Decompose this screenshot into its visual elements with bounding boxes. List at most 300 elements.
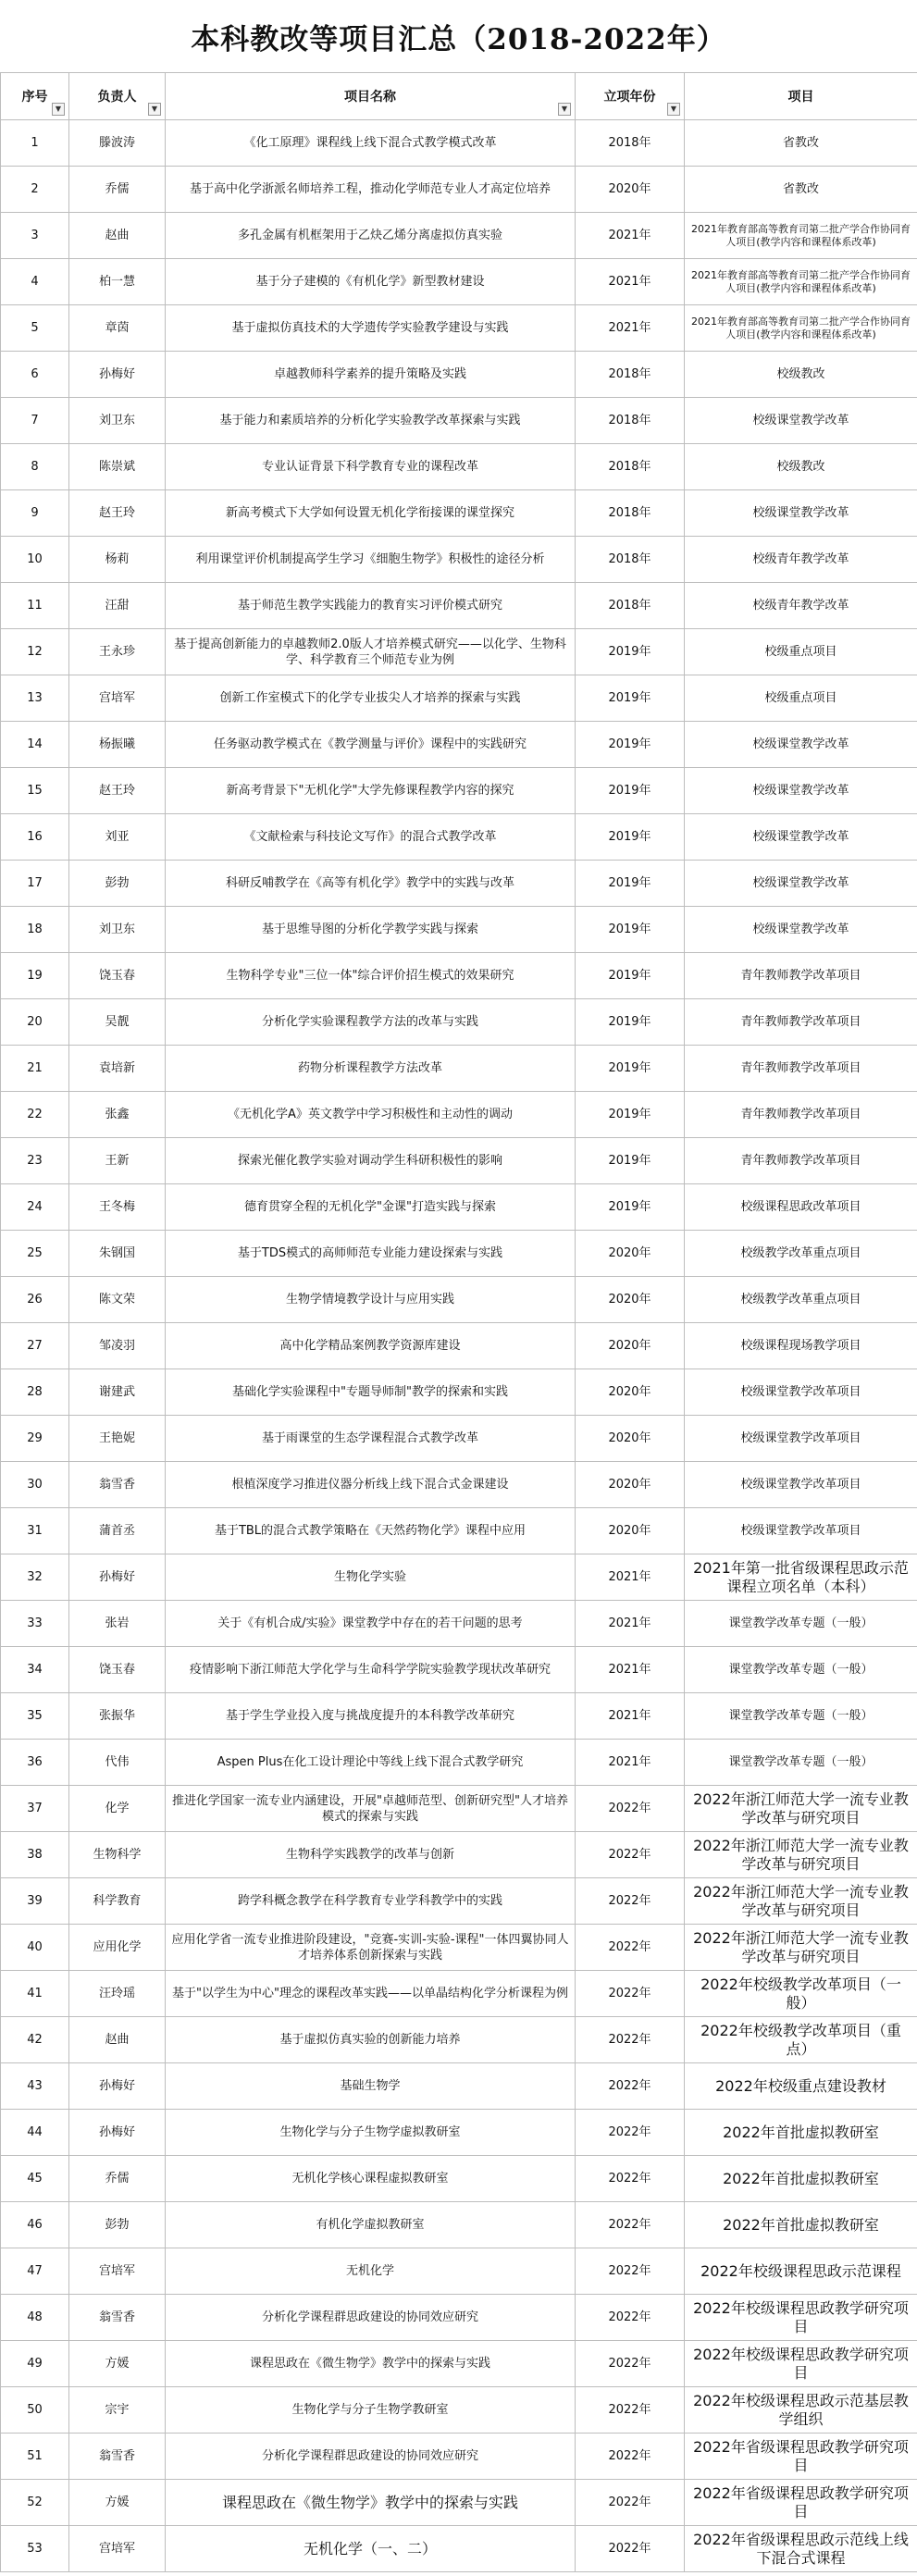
row-year[interactable]: 2019年 (576, 675, 685, 722)
row-project-name[interactable]: 任务驱动教学模式在《教学测量与评价》课程中的实践研究 (166, 722, 576, 768)
row-leader[interactable]: 宫培军 (69, 2526, 166, 2572)
row-leader[interactable]: 王冬梅 (69, 1184, 166, 1231)
row-project-name[interactable]: 有机化学虚拟教研室 (166, 2202, 576, 2248)
row-project-type[interactable]: 2022年省级课程思政教学研究项目 (685, 2434, 917, 2480)
row-number[interactable]: 24 (1, 1184, 69, 1231)
row-project-type[interactable]: 2021年教育部高等教育司第二批产学合作协同育人项目(教学内容和课程体系改革) (685, 259, 917, 305)
row-project-type[interactable]: 青年教师教学改革项目 (685, 953, 917, 999)
row-number[interactable]: 18 (1, 907, 69, 953)
row-project-type[interactable]: 校级课堂教学改革 (685, 768, 917, 814)
row-year[interactable]: 2021年 (576, 1647, 685, 1693)
table-row (1, 2480, 917, 2526)
header-project-name: 项目名称 ▼ (166, 73, 576, 120)
row-project-type[interactable]: 2022年校级教学改革项目（一般） (685, 1971, 917, 2017)
row-number[interactable]: 41 (1, 1971, 69, 2017)
row-leader[interactable]: 杨莉 (69, 537, 166, 583)
row-project-type[interactable]: 校级课堂教学改革项目 (685, 1508, 917, 1554)
row-year[interactable]: 2020年 (576, 1416, 685, 1462)
row-leader[interactable]: 张鑫 (69, 1092, 166, 1138)
row-number[interactable]: 31 (1, 1508, 69, 1554)
row-leader[interactable]: 翁雪香 (69, 1462, 166, 1508)
row-number[interactable]: 22 (1, 1092, 69, 1138)
row-year[interactable]: 2022年 (576, 2202, 685, 2248)
row-project-type[interactable]: 省教改 (685, 120, 917, 167)
row-leader[interactable]: 方媛 (69, 2480, 166, 2526)
row-project-name[interactable]: 基于学生学业投入度与挑战度提升的本科教学改革研究 (166, 1693, 576, 1740)
row-leader[interactable]: 张振华 (69, 1693, 166, 1740)
row-leader[interactable]: 朱钢国 (69, 1231, 166, 1277)
row-leader[interactable]: 滕波涛 (69, 120, 166, 167)
row-project-name[interactable]: 生物学情境教学设计与应用实践 (166, 1277, 576, 1323)
row-year[interactable]: 2019年 (576, 814, 685, 861)
row-year[interactable]: 2018年 (576, 352, 685, 398)
row-project-name[interactable]: 无机化学核心课程虚拟教研室 (166, 2156, 576, 2202)
row-project-name[interactable]: 多孔金属有机框架用于乙炔乙烯分离虚拟仿真实验 (166, 213, 576, 259)
row-project-name[interactable]: 跨学科概念教学在科学教育专业学科教学中的实践 (166, 1878, 576, 1925)
row-year[interactable]: 2018年 (576, 583, 685, 629)
table-row (1, 1323, 917, 1369)
row-project-name[interactable]: 生物科学实践教学的改革与创新 (166, 1832, 576, 1878)
row-project-name[interactable]: 新高考模式下大学如何设置无机化学衔接课的课堂探究 (166, 490, 576, 537)
row-number[interactable]: 12 (1, 629, 69, 675)
row-project-name[interactable]: 基于虚拟仿真实验的创新能力培养 (166, 2017, 576, 2063)
table-row (1, 1231, 917, 1277)
row-project-type[interactable]: 2022年首批虚拟教研室 (685, 2202, 917, 2248)
row-project-name[interactable]: 基于雨课堂的生态学课程混合式教学改革 (166, 1416, 576, 1462)
row-year[interactable]: 2021年 (576, 1693, 685, 1740)
table-row (1, 1601, 917, 1647)
row-leader[interactable]: 谢建武 (69, 1369, 166, 1416)
row-leader[interactable]: 王艳妮 (69, 1416, 166, 1462)
dropdown-arrow-icon[interactable]: ▼ (558, 103, 571, 116)
row-project-type[interactable]: 省教改 (685, 167, 917, 213)
table-row (1, 2202, 917, 2248)
row-number[interactable]: 20 (1, 999, 69, 1046)
table-row (1, 2248, 917, 2295)
table-row (1, 2017, 917, 2063)
table-row (1, 861, 917, 907)
row-year[interactable]: 2021年 (576, 259, 685, 305)
row-project-type[interactable]: 2022年校级课程思政示范课程 (685, 2248, 917, 2295)
row-project-type[interactable]: 2021年教育部高等教育司第二批产学合作协同育人项目(教学内容和课程体系改革) (685, 305, 917, 352)
row-number[interactable]: 47 (1, 2248, 69, 2295)
table-row (1, 2063, 917, 2110)
row-project-name[interactable]: 基于"以学生为中心"理念的课程改革实践——以单晶结构化学分析课程为例 (166, 1971, 576, 2017)
table-row (1, 768, 917, 814)
row-project-type[interactable]: 校级教学改革重点项目 (685, 1231, 917, 1277)
row-year[interactable]: 2020年 (576, 167, 685, 213)
row-project-name[interactable]: 新高考背景下"无机化学"大学先修课程教学内容的探究 (166, 768, 576, 814)
row-project-name[interactable]: 利用课堂评价机制提高学生学习《细胞生物学》积极性的途径分析 (166, 537, 576, 583)
row-year[interactable]: 2021年 (576, 305, 685, 352)
row-leader[interactable]: 孙梅好 (69, 352, 166, 398)
row-project-type[interactable]: 校级重点项目 (685, 675, 917, 722)
row-number[interactable]: 7 (1, 398, 69, 444)
row-project-type[interactable]: 校级课堂教学改革 (685, 814, 917, 861)
table-row (1, 2526, 917, 2572)
row-project-type[interactable]: 校级课程现场教学项目 (685, 1323, 917, 1369)
row-year[interactable]: 2020年 (576, 1277, 685, 1323)
row-project-name[interactable]: 生物化学与分子生物学教研室 (166, 2387, 576, 2434)
row-project-name[interactable]: 基于提高创新能力的卓越教师2.0版人才培养模式研究——以化学、生物科学、科学教育三个师范专业为例 (166, 629, 576, 675)
row-year[interactable]: 2022年 (576, 1925, 685, 1971)
row-project-type[interactable]: 校级课堂教学改革 (685, 907, 917, 953)
row-project-type[interactable]: 2022年校级重点建设教材 (685, 2063, 917, 2110)
row-leader[interactable]: 蒲首丞 (69, 1508, 166, 1554)
row-year[interactable]: 2020年 (576, 1323, 685, 1369)
row-number[interactable]: 15 (1, 768, 69, 814)
table-row (1, 675, 917, 722)
row-number[interactable]: 11 (1, 583, 69, 629)
row-leader[interactable]: 彭勃 (69, 2202, 166, 2248)
row-project-type[interactable]: 2022年浙江师范大学一流专业教学改革与研究项目 (685, 1925, 917, 1971)
row-leader[interactable]: 刘卫东 (69, 907, 166, 953)
row-project-name[interactable]: 卓越教师科学素养的提升策略及实践 (166, 352, 576, 398)
row-year[interactable]: 2022年 (576, 2526, 685, 2572)
row-number[interactable]: 2 (1, 167, 69, 213)
table-row (1, 1832, 917, 1878)
row-project-name[interactable]: 基于能力和素质培养的分析化学实验教学改革探索与实践 (166, 398, 576, 444)
row-year[interactable]: 2019年 (576, 1046, 685, 1092)
row-project-type[interactable]: 2022年校级课程思政示范基层教学组织 (685, 2387, 917, 2434)
row-project-type[interactable]: 青年教师教学改革项目 (685, 1046, 917, 1092)
sheet-title: 本科教改等项目汇总（2018-2022年） (191, 22, 726, 56)
row-project-name[interactable]: 关于《有机合成/实验》课堂教学中存在的若干问题的思考 (166, 1601, 576, 1647)
row-project-type[interactable]: 2022年首批虚拟教研室 (685, 2156, 917, 2202)
row-project-name[interactable]: 基于思维导图的分析化学教学实践与探索 (166, 907, 576, 953)
row-number[interactable]: 50 (1, 2387, 69, 2434)
row-leader[interactable]: 汪甜 (69, 583, 166, 629)
row-project-name[interactable]: 基于高中化学浙派名师培养工程，推动化学师范专业人才高定位培养 (166, 167, 576, 213)
row-number[interactable]: 36 (1, 1740, 69, 1786)
row-number[interactable]: 27 (1, 1323, 69, 1369)
row-project-type[interactable]: 校级课堂教学改革项目 (685, 1369, 917, 1416)
row-project-type[interactable]: 校级青年教学改革 (685, 583, 917, 629)
row-leader[interactable]: 张岩 (69, 1601, 166, 1647)
row-number[interactable]: 5 (1, 305, 69, 352)
row-number[interactable]: 9 (1, 490, 69, 537)
dropdown-arrow-icon[interactable]: ▼ (148, 103, 161, 116)
row-project-name[interactable]: 生物化学实验 (166, 1554, 576, 1601)
row-leader[interactable]: 方媛 (69, 2341, 166, 2387)
row-year[interactable]: 2021年 (576, 1554, 685, 1601)
row-leader[interactable]: 王永珍 (69, 629, 166, 675)
row-leader[interactable]: 陈文荣 (69, 1277, 166, 1323)
row-year[interactable]: 2022年 (576, 2295, 685, 2341)
row-year[interactable]: 2019年 (576, 1092, 685, 1138)
row-leader[interactable]: 孙梅好 (69, 2063, 166, 2110)
row-number[interactable]: 30 (1, 1462, 69, 1508)
row-year[interactable]: 2021年 (576, 213, 685, 259)
row-project-name[interactable]: 基于TDS模式的高师师范专业能力建设探索与实践 (166, 1231, 576, 1277)
row-number[interactable]: 13 (1, 675, 69, 722)
row-leader[interactable]: 杨振曦 (69, 722, 166, 768)
row-year[interactable]: 2018年 (576, 490, 685, 537)
row-project-name[interactable]: 分析化学课程群思政建设的协同效应研究 (166, 2295, 576, 2341)
row-year[interactable]: 2022年 (576, 2248, 685, 2295)
row-number[interactable]: 6 (1, 352, 69, 398)
row-number[interactable]: 21 (1, 1046, 69, 1092)
row-project-type[interactable]: 2021年教育部高等教育司第二批产学合作协同育人项目(教学内容和课程体系改革) (685, 213, 917, 259)
row-number[interactable]: 52 (1, 2480, 69, 2526)
table-row (1, 999, 917, 1046)
row-number[interactable]: 35 (1, 1693, 69, 1740)
row-project-name[interactable]: 基于师范生教学实践能力的教育实习评价模式研究 (166, 583, 576, 629)
row-leader[interactable]: 代伟 (69, 1740, 166, 1786)
row-leader[interactable]: 翁雪香 (69, 2434, 166, 2480)
row-number[interactable]: 4 (1, 259, 69, 305)
row-project-type[interactable]: 课堂教学改革专题（一般） (685, 1693, 917, 1740)
row-project-type[interactable]: 校级教学改革重点项目 (685, 1277, 917, 1323)
table-row (1, 213, 917, 259)
row-project-type[interactable]: 青年教师教学改革项目 (685, 1138, 917, 1184)
row-leader[interactable]: 宫培军 (69, 2248, 166, 2295)
row-project-type[interactable]: 课堂教学改革专题（一般） (685, 1601, 917, 1647)
row-project-type[interactable]: 校级重点项目 (685, 629, 917, 675)
row-leader[interactable]: 孙梅好 (69, 1554, 166, 1601)
row-number[interactable]: 1 (1, 120, 69, 167)
row-project-name[interactable]: 根植深度学习推进仪器分析线上线下混合式金课建设 (166, 1462, 576, 1508)
row-year[interactable]: 2022年 (576, 1878, 685, 1925)
row-leader[interactable]: 宗宇 (69, 2387, 166, 2434)
row-project-name[interactable]: 《化工原理》课程线上线下混合式教学模式改革 (166, 120, 576, 167)
row-project-name[interactable]: 基于分子建模的《有机化学》新型教材建设 (166, 259, 576, 305)
row-number[interactable]: 46 (1, 2202, 69, 2248)
row-project-name[interactable]: 《无机化学A》英文教学中学习积极性和主动性的调动 (166, 1092, 576, 1138)
row-project-name[interactable]: 分析化学课程群思政建设的协同效应研究 (166, 2434, 576, 2480)
row-leader[interactable]: 赵王玲 (69, 768, 166, 814)
row-leader[interactable]: 赵曲 (69, 213, 166, 259)
row-project-type[interactable]: 2022年浙江师范大学一流专业教学改革与研究项目 (685, 1832, 917, 1878)
row-project-type[interactable]: 2022年校级课程思政教学研究项目 (685, 2295, 917, 2341)
row-project-name[interactable]: 生物化学与分子生物学虚拟教研室 (166, 2110, 576, 2156)
row-year[interactable]: 2019年 (576, 1184, 685, 1231)
row-project-name[interactable]: 药物分析课程教学方法改革 (166, 1046, 576, 1092)
table-row (1, 907, 917, 953)
row-number[interactable]: 43 (1, 2063, 69, 2110)
row-year[interactable]: 2019年 (576, 999, 685, 1046)
table-row (1, 1416, 917, 1462)
dropdown-arrow-icon[interactable]: ▼ (667, 103, 680, 116)
row-project-name[interactable]: 分析化学实验课程教学方法的改革与实践 (166, 999, 576, 1046)
table-row (1, 1184, 917, 1231)
row-number[interactable]: 25 (1, 1231, 69, 1277)
row-year[interactable]: 2022年 (576, 2387, 685, 2434)
row-leader[interactable]: 翁雪香 (69, 2295, 166, 2341)
row-number[interactable]: 40 (1, 1925, 69, 1971)
row-number[interactable]: 28 (1, 1369, 69, 1416)
row-leader[interactable]: 饶玉春 (69, 953, 166, 999)
row-project-type[interactable]: 课堂教学改革专题（一般） (685, 1647, 917, 1693)
row-number[interactable]: 53 (1, 2526, 69, 2572)
row-leader[interactable]: 柏一慧 (69, 259, 166, 305)
row-leader[interactable]: 汪玲瑶 (69, 1971, 166, 2017)
row-leader[interactable]: 乔儒 (69, 167, 166, 213)
row-leader[interactable]: 应用化学 (69, 1925, 166, 1971)
row-number[interactable]: 45 (1, 2156, 69, 2202)
row-project-type[interactable]: 2022年省级课程思政教学研究项目 (685, 2480, 917, 2526)
row-year[interactable]: 2019年 (576, 907, 685, 953)
row-leader[interactable]: 饶玉春 (69, 1647, 166, 1693)
row-project-name[interactable]: 生物科学专业"三位一体"综合评价招生模式的效果研究 (166, 953, 576, 999)
table-row (1, 1925, 917, 1971)
row-number[interactable]: 14 (1, 722, 69, 768)
row-year[interactable]: 2020年 (576, 1508, 685, 1554)
row-project-name[interactable]: 应用化学省一流专业推进阶段建设，"竞赛-实训-实验-课程"一体四翼协同人才培养体系创新探索与实践 (166, 1925, 576, 1971)
row-year[interactable]: 2022年 (576, 1971, 685, 2017)
row-number[interactable]: 38 (1, 1832, 69, 1878)
row-year[interactable]: 2019年 (576, 768, 685, 814)
row-year[interactable]: 2019年 (576, 722, 685, 768)
row-leader[interactable]: 刘卫东 (69, 398, 166, 444)
row-project-type[interactable]: 2022年浙江师范大学一流专业教学改革与研究项目 (685, 1786, 917, 1832)
row-project-name[interactable]: 无机化学 (166, 2248, 576, 2295)
row-number[interactable]: 39 (1, 1878, 69, 1925)
row-number[interactable]: 48 (1, 2295, 69, 2341)
row-number[interactable]: 33 (1, 1601, 69, 1647)
row-number[interactable]: 23 (1, 1138, 69, 1184)
row-project-type[interactable]: 2021年第一批省级课程思政示范课程立项名单（本科） (685, 1554, 917, 1601)
row-project-type[interactable]: 校级课程思政改革项目 (685, 1184, 917, 1231)
row-project-name[interactable]: 科研反哺教学在《高等有机化学》教学中的实践与改革 (166, 861, 576, 907)
row-year[interactable]: 2018年 (576, 120, 685, 167)
row-number[interactable]: 51 (1, 2434, 69, 2480)
row-number[interactable]: 44 (1, 2110, 69, 2156)
row-year[interactable]: 2018年 (576, 537, 685, 583)
row-year[interactable]: 2019年 (576, 1138, 685, 1184)
row-leader[interactable]: 化学 (69, 1786, 166, 1832)
row-year[interactable]: 2021年 (576, 1601, 685, 1647)
row-year[interactable]: 2018年 (576, 398, 685, 444)
row-year[interactable]: 2022年 (576, 2110, 685, 2156)
row-leader[interactable]: 赵曲 (69, 2017, 166, 2063)
row-leader[interactable]: 邹凌羽 (69, 1323, 166, 1369)
dropdown-arrow-icon[interactable]: ▼ (52, 103, 65, 116)
table-row (1, 2387, 917, 2434)
row-number[interactable]: 10 (1, 537, 69, 583)
row-project-type[interactable]: 校级课堂教学改革 (685, 490, 917, 537)
row-number[interactable]: 29 (1, 1416, 69, 1462)
row-number[interactable]: 49 (1, 2341, 69, 2387)
row-project-name[interactable]: 课程思政在《微生物学》教学中的探索与实践 (166, 2480, 576, 2526)
row-leader[interactable]: 生物科学 (69, 1832, 166, 1878)
row-project-type[interactable]: 校级课堂教学改革 (685, 861, 917, 907)
row-project-type[interactable]: 校级教改 (685, 352, 917, 398)
row-year[interactable]: 2019年 (576, 953, 685, 999)
row-project-type[interactable]: 校级课堂教学改革 (685, 398, 917, 444)
row-number[interactable]: 34 (1, 1647, 69, 1693)
row-project-name[interactable]: 专业认证背景下科学教育专业的课程改革 (166, 444, 576, 490)
row-year[interactable]: 2019年 (576, 861, 685, 907)
row-number[interactable]: 37 (1, 1786, 69, 1832)
row-project-type[interactable]: 校级青年教学改革 (685, 537, 917, 583)
row-project-name[interactable]: 基础生物学 (166, 2063, 576, 2110)
row-year[interactable]: 2022年 (576, 2434, 685, 2480)
row-number[interactable]: 16 (1, 814, 69, 861)
row-project-name[interactable]: 基于虚拟仿真技术的大学遗传学实验教学建设与实践 (166, 305, 576, 352)
row-project-type[interactable]: 校级教改 (685, 444, 917, 490)
row-year[interactable]: 2022年 (576, 2017, 685, 2063)
row-project-name[interactable]: Aspen Plus在化工设计理论中等线上线下混合式教学研究 (166, 1740, 576, 1786)
row-leader[interactable]: 彭勃 (69, 861, 166, 907)
row-leader[interactable]: 赵王玲 (69, 490, 166, 537)
row-leader[interactable]: 宫培军 (69, 675, 166, 722)
row-number[interactable]: 3 (1, 213, 69, 259)
row-project-type[interactable]: 青年教师教学改革项目 (685, 999, 917, 1046)
row-project-type[interactable]: 青年教师教学改革项目 (685, 1092, 917, 1138)
row-project-name[interactable]: 高中化学精品案例教学资源库建设 (166, 1323, 576, 1369)
table-row (1, 1878, 917, 1925)
table-row (1, 398, 917, 444)
row-leader[interactable]: 乔儒 (69, 2156, 166, 2202)
row-leader[interactable]: 王新 (69, 1138, 166, 1184)
row-leader[interactable]: 章茵 (69, 305, 166, 352)
row-project-type[interactable]: 2022年省级课程思政示范线上线下混合式课程 (685, 2526, 917, 2572)
row-project-name[interactable]: 德育贯穿全程的无机化学"金课"打造实践与探索 (166, 1184, 576, 1231)
row-number[interactable]: 17 (1, 861, 69, 907)
row-leader[interactable]: 科学教育 (69, 1878, 166, 1925)
row-leader[interactable]: 刘亚 (69, 814, 166, 861)
row-project-type[interactable]: 2022年首批虚拟教研室 (685, 2110, 917, 2156)
table-row (1, 167, 917, 213)
row-year[interactable]: 2022年 (576, 2341, 685, 2387)
table-row (1, 120, 917, 167)
header-leader: 负责人 ▼ (69, 73, 166, 120)
table-row (1, 352, 917, 398)
table-row (1, 1046, 917, 1092)
row-number[interactable]: 8 (1, 444, 69, 490)
header-row (1, 73, 917, 120)
row-year[interactable]: 2022年 (576, 2063, 685, 2110)
row-project-type[interactable]: 2022年浙江师范大学一流专业教学改革与研究项目 (685, 1878, 917, 1925)
row-year[interactable]: 2020年 (576, 1369, 685, 1416)
row-number[interactable]: 26 (1, 1277, 69, 1323)
row-project-type[interactable]: 2022年校级课程思政教学研究项目 (685, 2341, 917, 2387)
row-year[interactable]: 2021年 (576, 1740, 685, 1786)
row-year[interactable]: 2019年 (576, 629, 685, 675)
row-project-name[interactable]: 探索光催化教学实验对调动学生科研积极性的影响 (166, 1138, 576, 1184)
row-year[interactable]: 2022年 (576, 2480, 685, 2526)
row-project-type[interactable]: 校级课堂教学改革 (685, 722, 917, 768)
table-row (1, 444, 917, 490)
row-project-type[interactable]: 校级课堂教学改革项目 (685, 1462, 917, 1508)
row-number[interactable]: 19 (1, 953, 69, 999)
row-project-type[interactable]: 课堂教学改革专题（一般） (685, 1740, 917, 1786)
row-project-name[interactable]: 课程思政在《微生物学》教学中的探索与实践 (166, 2341, 576, 2387)
row-year[interactable]: 2018年 (576, 444, 685, 490)
row-project-name[interactable]: 《文献检索与科技论文写作》的混合式教学改革 (166, 814, 576, 861)
row-project-type[interactable]: 校级课堂教学改革项目 (685, 1416, 917, 1462)
row-year[interactable]: 2022年 (576, 1786, 685, 1832)
row-project-name[interactable]: 创新工作室模式下的化学专业拔尖人才培养的探索与实践 (166, 675, 576, 722)
row-project-name[interactable]: 基础化学实验课程中"专题导师制"教学的探索和实践 (166, 1369, 576, 1416)
row-project-name[interactable]: 无机化学（一、二） (166, 2526, 576, 2572)
row-leader[interactable]: 吴靓 (69, 999, 166, 1046)
row-leader[interactable]: 袁培新 (69, 1046, 166, 1092)
row-number[interactable]: 42 (1, 2017, 69, 2063)
row-number[interactable]: 32 (1, 1554, 69, 1601)
row-project-name[interactable]: 基于TBL的混合式教学策略在《天然药物化学》课程中应用 (166, 1508, 576, 1554)
row-project-name[interactable]: 疫情影响下浙江师范大学化学与生命科学学院实验教学现状改革研究 (166, 1647, 576, 1693)
row-year[interactable]: 2022年 (576, 2156, 685, 2202)
row-leader[interactable]: 陈崇斌 (69, 444, 166, 490)
row-year[interactable]: 2020年 (576, 1462, 685, 1508)
row-leader[interactable]: 孙梅好 (69, 2110, 166, 2156)
row-project-type[interactable]: 2022年校级教学改革项目（重点） (685, 2017, 917, 2063)
row-year[interactable]: 2020年 (576, 1231, 685, 1277)
row-year[interactable]: 2022年 (576, 1832, 685, 1878)
row-project-name[interactable]: 推进化学国家一流专业内涵建设，开展"卓越师范型、创新研究型"人才培养模式的探索与实践 (166, 1786, 576, 1832)
